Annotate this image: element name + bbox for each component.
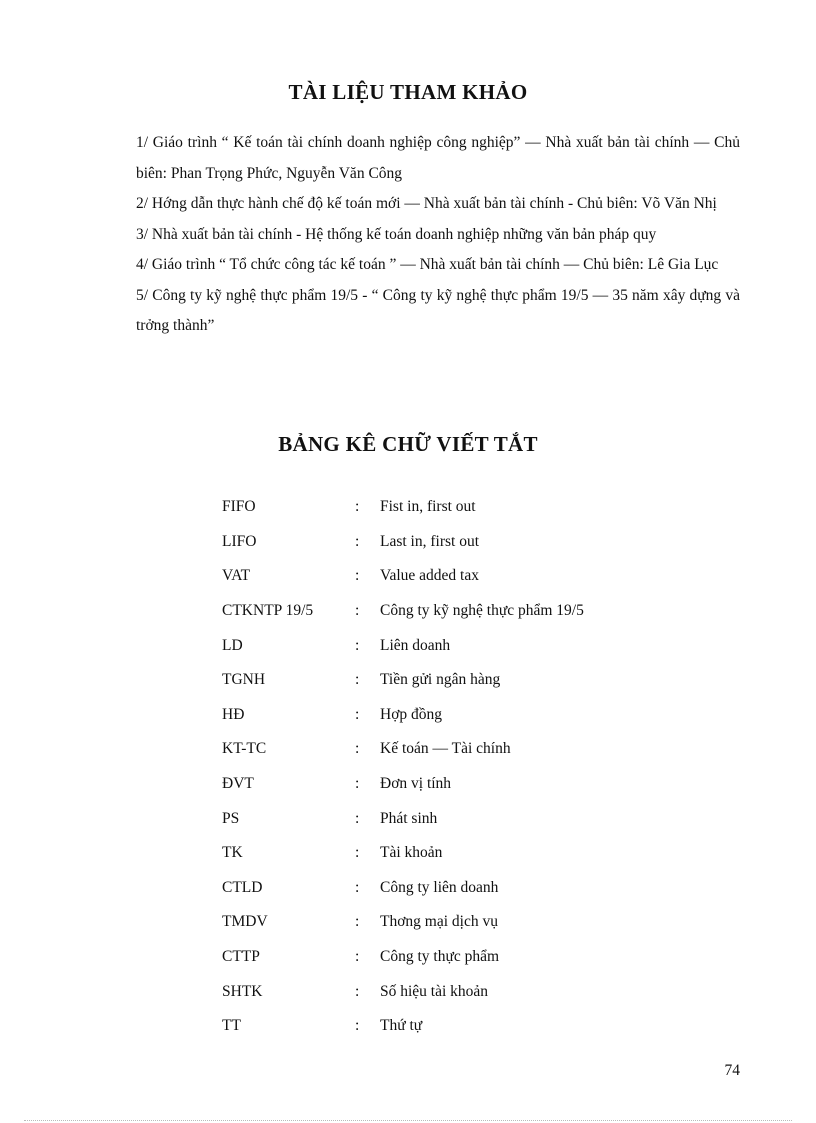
meaning: Thơng mại dịch vụ [380, 913, 498, 931]
meaning: Tài khoản [380, 844, 443, 862]
table-row [222, 836, 680, 871]
abbreviation: FIFO [222, 498, 256, 516]
separator: : [355, 1017, 360, 1035]
separator: : [355, 913, 360, 931]
table-row [222, 1009, 680, 1044]
references-title: TÀI LIỆU THAM KHẢO [288, 80, 528, 104]
table-row [222, 905, 680, 940]
separator: : [355, 498, 360, 516]
abbreviation: CTKNTP 19/5 [222, 602, 314, 620]
separator: : [355, 532, 360, 550]
table-row [222, 732, 680, 767]
meaning: Fist in, first out [380, 498, 476, 516]
reference-item: 3/ Nhà xuất bản tài chính - Hệ thống kế toán doanh nghiệp những văn bản pháp quy [136, 225, 657, 243]
bottom-divider [24, 1120, 792, 1121]
page-number: 74 [724, 1062, 740, 1079]
separator: : [355, 636, 360, 654]
meaning: Phát sinh [380, 809, 438, 827]
meaning: Công ty kỹ nghệ thực phẩm 19/5 [380, 602, 584, 620]
table-row [222, 525, 680, 560]
meaning: Đơn vị tính [380, 775, 452, 793]
meaning: Tiền gửi ngân hàng [380, 671, 501, 689]
table-row [222, 698, 680, 733]
separator: : [355, 844, 360, 862]
separator: : [355, 878, 360, 896]
table-row [222, 628, 680, 663]
separator: : [355, 775, 360, 793]
separator: : [355, 671, 360, 689]
table-row [222, 594, 680, 629]
meaning: Công ty thực phẩm [380, 948, 500, 966]
table-row [222, 490, 680, 525]
abbreviation: CTTP [222, 948, 260, 966]
abbreviation: PS [222, 809, 240, 827]
table-row [222, 663, 680, 698]
abbreviation: TGNH [222, 671, 266, 689]
meaning: Thứ tự [380, 1017, 423, 1035]
meaning: Số hiệu tài khoản [380, 982, 489, 1000]
meaning: Last in, first out [380, 532, 480, 550]
table-row [222, 974, 680, 1009]
reference-item: 4/ Giáo trình “ Tổ chức công tác kế toán ” — Nhà xuất bản tài chính — Chủ biên: Lê Gia Lục [136, 256, 719, 273]
table-row [222, 559, 680, 594]
abbreviation: KT-TC [222, 740, 267, 758]
abbreviation: LIFO [222, 532, 257, 550]
abbreviation: VAT [222, 567, 251, 585]
references-list [136, 128, 740, 342]
separator: : [355, 740, 360, 758]
reference-item: 5/ Công ty kỹ nghệ thực phẩm 19/5 - “ Công ty kỹ nghệ thực phẩm 19/5 — 35 năm xây dựng và trởng thành” [136, 286, 740, 334]
reference-item: 2/ Hớng dẫn thực hành chế độ kế toán mới — Nhà xuất bản tài chính - Chủ biên: Võ Văn Nhị [136, 195, 717, 212]
abbreviation: TMDV [222, 913, 268, 931]
separator: : [355, 809, 360, 827]
separator: : [355, 602, 360, 620]
table-row [222, 871, 680, 906]
meaning: Kế toán — Tài chính [380, 740, 511, 758]
abbreviation: ĐVT [222, 775, 254, 793]
abbreviation: SHTK [222, 982, 263, 1000]
abbreviation: TT [222, 1017, 241, 1035]
abbreviations-title: BẢNG KÊ CHỮ VIẾT TẮT [278, 432, 538, 456]
separator: : [355, 948, 360, 966]
meaning: Liên doanh [380, 636, 451, 654]
meaning: Value added tax [380, 567, 479, 585]
meaning: Hợp đồng [380, 705, 443, 723]
table-row [222, 801, 680, 836]
table-row [222, 767, 680, 802]
abbreviation: TK [222, 844, 243, 862]
abbreviation: LD [222, 636, 243, 654]
reference-item: 1/ Giáo trình “ Kế toán tài chính doanh nghiệp công nghiệp” — Nhà xuất bản tài chính — Chủ biên: Phan Trọng Phức, Nguyễn Văn Công [136, 134, 740, 182]
separator: : [355, 982, 360, 1000]
abbreviations-table [222, 490, 680, 1044]
meaning: Công ty liên doanh [380, 878, 499, 896]
separator: : [355, 705, 360, 723]
abbreviation: CTLD [222, 878, 263, 896]
table-row [222, 940, 680, 975]
abbreviation: HĐ [222, 705, 245, 723]
separator: : [355, 567, 360, 585]
